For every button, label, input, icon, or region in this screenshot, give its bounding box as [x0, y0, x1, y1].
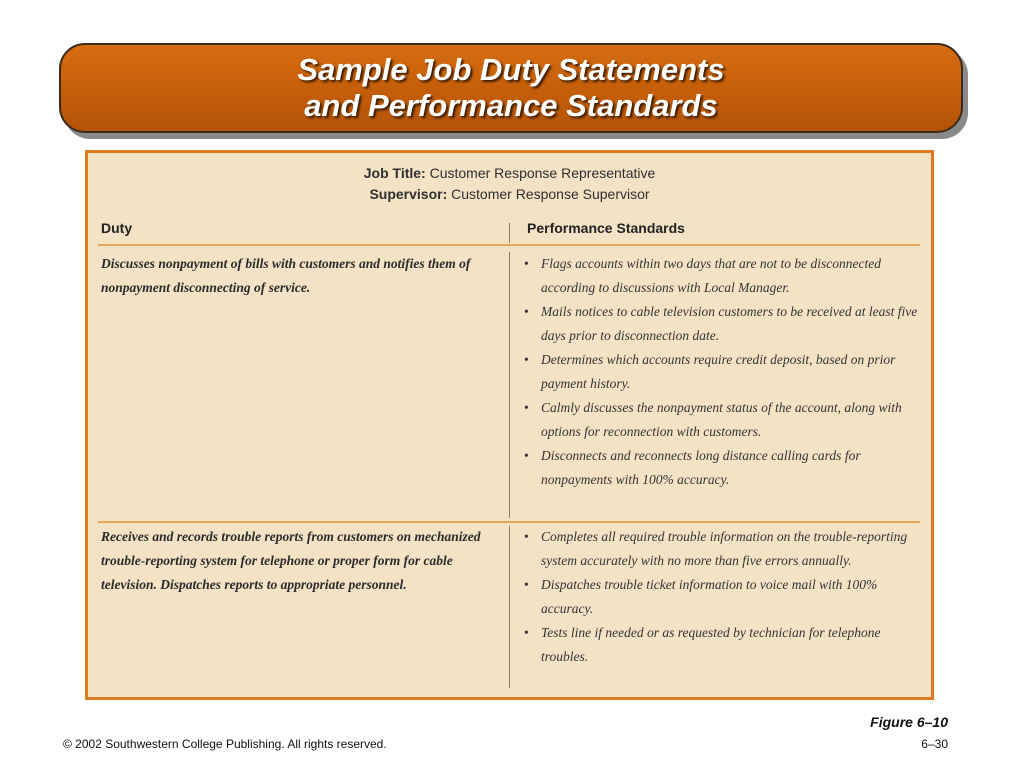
supervisor-value: Customer Response Supervisor — [451, 186, 650, 202]
page-number: 6–30 — [921, 737, 948, 751]
standard-item: • Calmly discusses the nonpayment status of the account, along with options for reconnection with customers. — [524, 396, 919, 444]
duty-text-1: Discusses nonpayment of bills with customers and notifies them of nonpayment disconnecting of service. — [101, 256, 471, 295]
standards-column-header: Performance Standards — [527, 220, 685, 236]
standard-item: • Disconnects and reconnects long distance calling cards for nonpayments with 100% accuracy. — [524, 444, 919, 492]
slide-title-line-2: and Performance Standards — [304, 88, 718, 123]
standards-list-1 — [524, 252, 919, 492]
job-duty-figure — [85, 150, 934, 700]
row-separator — [98, 521, 920, 523]
standard-item: • Tests line if needed or as requested by technician for telephone troubles. — [524, 621, 919, 669]
standard-item: • Dispatches trouble ticket information to voice mail with 100% accuracy. — [524, 573, 919, 621]
row-2-column-divider — [509, 526, 510, 688]
title-banner — [59, 43, 963, 133]
job-header — [88, 163, 931, 205]
standard-item: • Determines which accounts require credit deposit, based on prior payment history. — [524, 348, 919, 396]
row-1-column-divider — [509, 252, 510, 518]
standard-item: • Flags accounts within two days that are not to be disconnected according to discussions with Local Manager. — [524, 252, 919, 300]
duty-column-header: Duty — [101, 220, 133, 236]
duty-text-2: Receives and records trouble reports from customers on mechanized trouble-reporting system for telephone or proper form for cable television. Dispatches reports to appropriate personnel. — [101, 529, 481, 592]
header-rule — [98, 244, 920, 246]
standard-item: • Mails notices to cable television customers to be received at least five days prior to disconnection date. — [524, 300, 919, 348]
job-title-label: Job Title: — [363, 165, 426, 181]
copyright-notice: © 2002 Southwestern College Publishing. All rights reserved. — [63, 737, 387, 751]
supervisor-line — [88, 184, 931, 205]
standard-item: • Completes all required trouble information on the trouble-reporting system accurately with no more than five errors annually. — [524, 525, 919, 573]
standards-list-2 — [524, 525, 919, 669]
slide-title-line-1: Sample Job Duty Statements — [297, 52, 725, 87]
job-title-value: Customer Response Representative — [429, 165, 656, 181]
figure-label: Figure 6–10 — [870, 714, 948, 730]
job-title-line — [88, 163, 931, 184]
supervisor-label: Supervisor: — [369, 186, 448, 202]
header-column-divider — [509, 223, 510, 243]
